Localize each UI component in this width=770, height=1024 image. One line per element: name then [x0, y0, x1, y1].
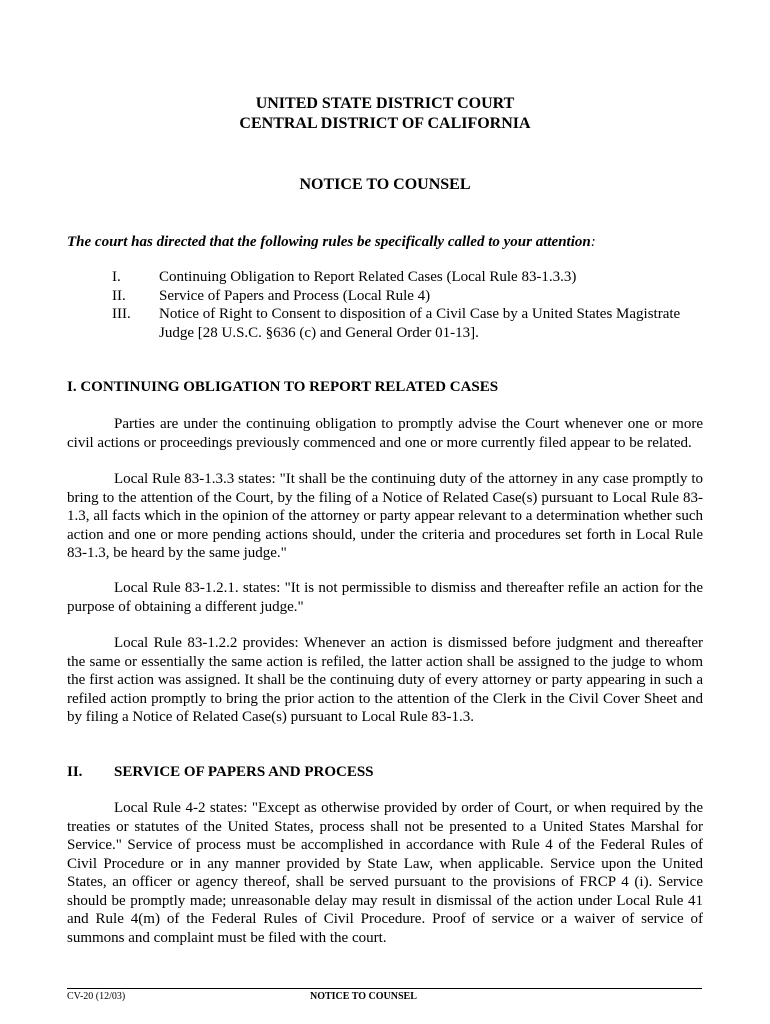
court-district-line: CENTRAL DISTRICT OF CALIFORNIA [239, 115, 531, 132]
section-heading-related-cases: I. CONTINUING OBLIGATION TO REPORT RELATED CASES [67, 379, 499, 395]
paragraph [67, 415, 703, 452]
paragraph-text: Local Rule 83-1.2.1. states: "It is not permissible to dismiss and thereafter refile an action for the purpose of obtaining a different judge." [67, 580, 703, 615]
list-item-number: III. [112, 306, 131, 322]
footer-form-id: CV-20 (12/03) [67, 991, 126, 1002]
paragraph-text: Local Rule 83-1.2.2 provides: Whenever an action is dismissed before judgment and thereafter the same or essentially the same action is refiled, the latter action shall be assigned to the judge to whom the first action was assigned. It shall be the continuing duty of every attorney or party appearing in such a refiled action promptly to bring the prior action to the attention of the Clerk in the Civil Cover Sheet and by filing a Notice of Related Case(s) pursuant to Local Rule 83-1.3. [67, 635, 703, 725]
list-item-number: II. [112, 287, 126, 304]
paragraph-text: Parties are under the continuing obligation to promptly advise the Court whenever one or more civil actions or proceedings previously commenced and one or more currently filed appear to be related. [67, 416, 703, 451]
page-title: NOTICE TO COUNSEL [299, 176, 471, 193]
paragraph [67, 634, 703, 727]
section-number: II. [67, 764, 83, 780]
paragraph [67, 799, 703, 947]
list-item [112, 287, 712, 306]
section-heading-service [67, 763, 374, 782]
court-heading [0, 94, 770, 134]
list-item-number: I. [112, 269, 121, 285]
paragraph [67, 470, 703, 563]
list-item [112, 268, 712, 287]
directive-text: The court has directed that the following rules be specifically called to your attention [67, 234, 591, 250]
list-item [112, 305, 712, 342]
paragraph-text: Local Rule 4-2 states: "Except as otherwise provided by order of Court, or when required by the treaties or statutes of the United States, process shall not be presented to a United States Marshal for Service." Service of process must be accomplished in accordance with Rule 4 of the Federal Rules of Civil Procedure or in any manner provided by State Law, when applicable. Service upon the United States, an officer or agency thereof, shall be served pursuant to the provisions of FRCP 4 (i). Service should be promptly made; unreasonable delay may result in dismissal of the action under Local Rule 41 and Rule 4(m) of the Federal Rules of Civil Procedure. Proof of service or a waiver of service of summons and complaint must be filed with the court. [67, 800, 703, 946]
rules-list [112, 268, 712, 342]
paragraph-text: Local Rule 83-1.3.3 states: "It shall be the continuing duty of the attorney in any case promptly to bring to the attention of the Court, by the filing of a Notice of Related Case(s) pursuant to Local Rule 83-1.3, all facts which in the opinion of the attorney or party appear relevant to a determination whether such action and one or more pending actions should, under the criteria and procedures set forth in Local Rule 83-1.3, be heard by the same judge." [67, 471, 703, 561]
section-title: SERVICE OF PAPERS AND PROCESS [114, 764, 374, 780]
court-name-line: UNITED STATE DISTRICT COURT [255, 95, 515, 112]
footer-title: NOTICE TO COUNSEL [310, 991, 417, 1002]
list-item-text: Continuing Obligation to Report Related Cases (Local Rule 83-1.3.3) [159, 269, 577, 285]
list-item-text: Notice of Right to Consent to disposition of a Civil Case by a United States Magistrate Judge [28 U.S.C. §636 (c) and General Order 01-13]. [159, 306, 681, 341]
directive-colon: : [590, 234, 596, 250]
directive-statement [67, 233, 596, 252]
list-item-text: Service of Papers and Process (Local Rule 4) [159, 287, 431, 304]
footer-divider [67, 988, 702, 989]
paragraph [67, 579, 703, 616]
